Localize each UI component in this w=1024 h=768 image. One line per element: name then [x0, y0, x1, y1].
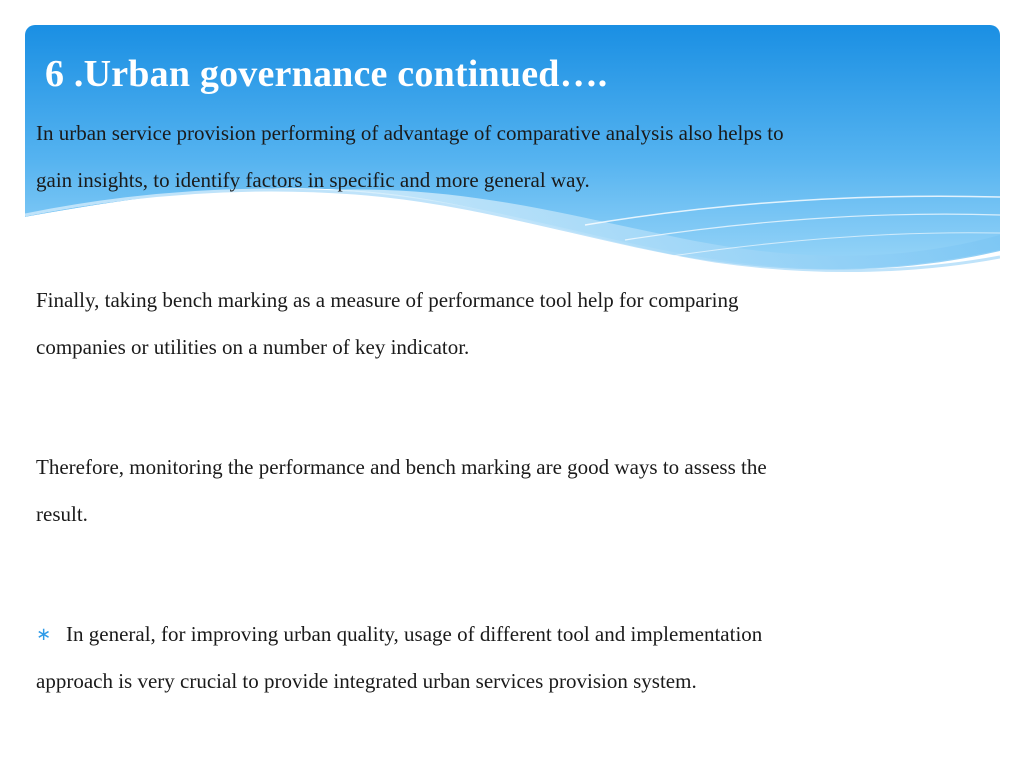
paragraph-line: companies or utilities on a number of key indicator. [36, 335, 470, 359]
paragraph-line: Therefore, monitoring the performance and bench marking are good ways to assess the [36, 455, 767, 479]
paragraph-monitoring [36, 444, 988, 538]
asterisk-bullet-icon: ∗ [36, 624, 52, 645]
paragraph-bench-marking [36, 277, 988, 371]
bullet-item-general [36, 611, 988, 705]
bullet-line: In general, for improving urban quality, usage of different tool and implementation [66, 622, 763, 646]
paragraph-line: result. [36, 502, 88, 526]
paragraph-comparative-analysis [36, 110, 988, 204]
paragraph-line: In urban service provision performing of advantage of comparative analysis also helps to [36, 121, 784, 145]
bullet-line: approach is very crucial to provide integrated urban services provision system. [36, 669, 697, 693]
paragraph-line: Finally, taking bench marking as a measure of performance tool help for comparing [36, 288, 739, 312]
slide-title: 6 .Urban governance continued…. [45, 53, 608, 95]
paragraph-line: gain insights, to identify factors in specific and more general way. [36, 168, 590, 192]
